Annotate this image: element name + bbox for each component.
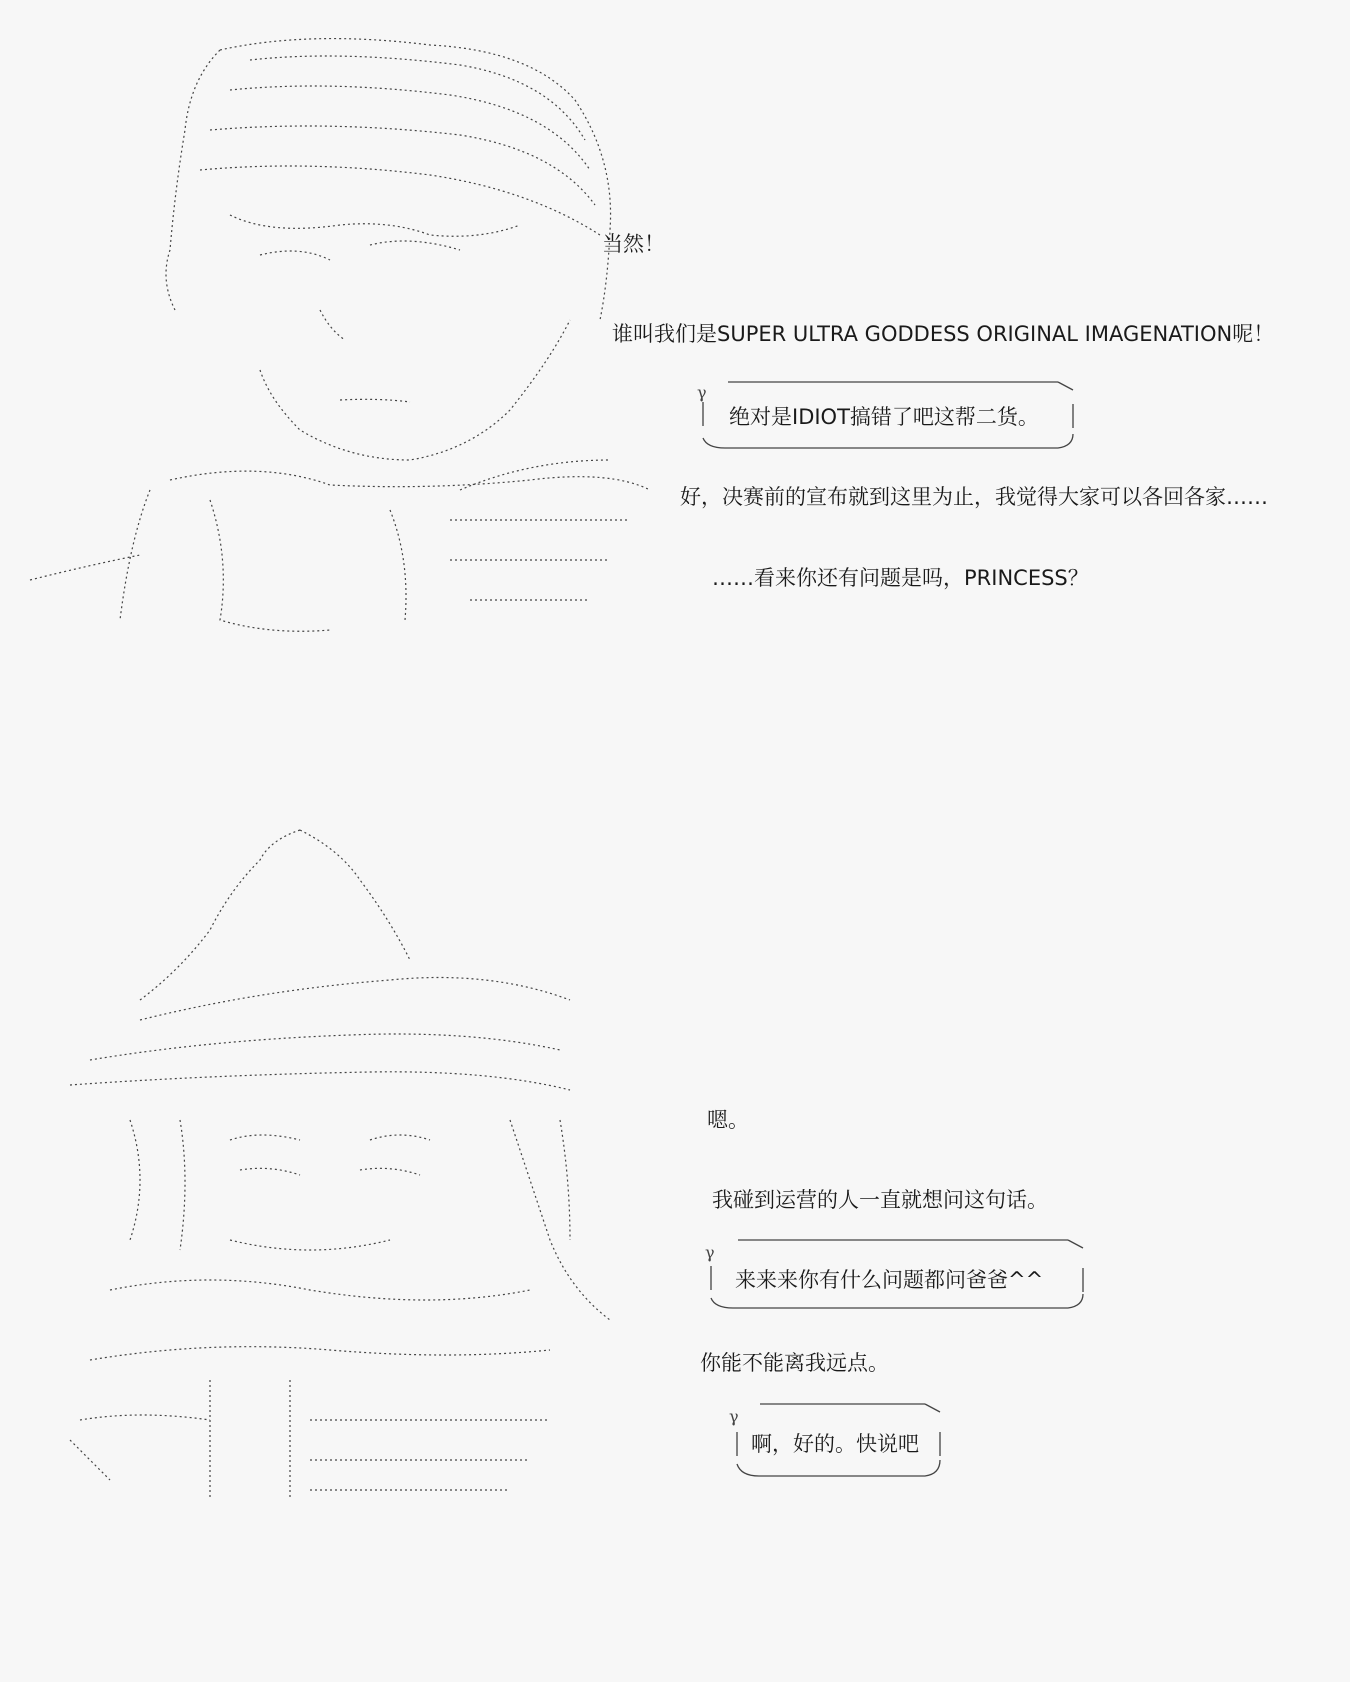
svg-text:γ: γ: [729, 1407, 739, 1426]
svg-text:γ: γ: [705, 1243, 715, 1262]
dialogue-line-6: 我碰到运营的人一直就想问这句话。: [712, 1188, 1048, 1212]
speech-bubble-2-text: 来来来你有什么问题都问爸爸^^: [735, 1268, 1044, 1292]
dialogue-line-4: ……看来你还有问题是吗，PRINCESS？: [712, 566, 1089, 590]
dialogue-line-3: 好，决赛前的宣布就到这里为止，我觉得大家可以各回各家……: [680, 485, 1268, 509]
dialogue-line-2: 谁叫我们是SUPER ULTRA GODDESS ORIGINAL IMAGENATION呢！: [612, 322, 1275, 346]
svg-text:γ: γ: [697, 383, 707, 402]
ascii-art-figure-bottom: [10, 820, 670, 1520]
speech-bubble-3: [725, 1396, 955, 1486]
speech-bubble-3-text: 啊，好的。快说吧: [751, 1432, 919, 1456]
thought-bubble-1: [693, 374, 1083, 458]
dialogue-line-7: 你能不能离我远点。: [700, 1351, 889, 1375]
speech-bubble-2: [703, 1232, 1093, 1316]
dialogue-line-1: 当然！: [602, 232, 665, 256]
thought-bubble-1-text: 绝对是IDIOT搞错了吧这帮二货。: [729, 405, 1039, 429]
dialogue-line-5: 嗯。: [707, 1108, 749, 1132]
ascii-art-figure-top: [10, 20, 710, 660]
